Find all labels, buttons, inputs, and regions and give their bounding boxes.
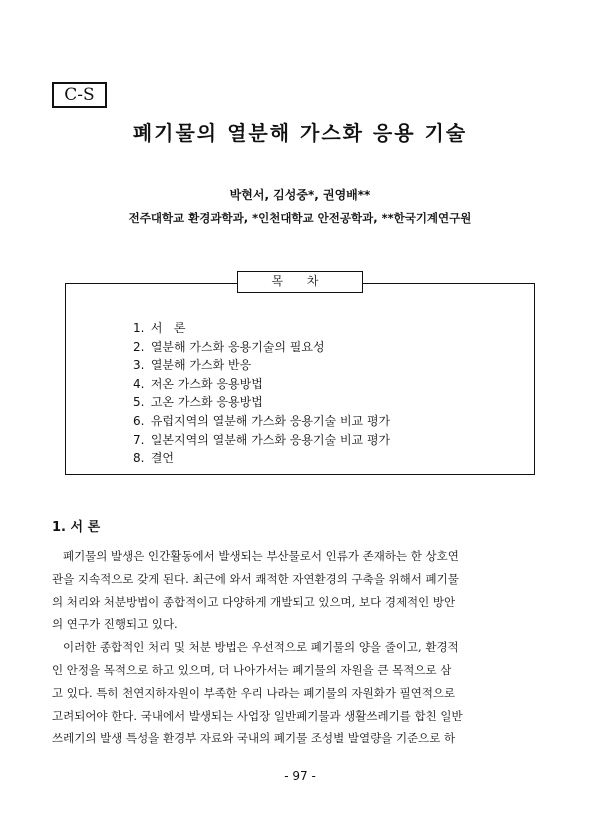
toc-item-label: 서 론 <box>150 321 186 335</box>
toc-item <box>133 431 390 450</box>
body-text-line: 이러한 종합적인 처리 및 처분 방법은 우선적으로 폐기물의 양을 줄이고, 환경적 <box>52 640 459 655</box>
body-text-line: 관을 지속적으로 갖게 된다. 최근에 와서 쾌적한 자연환경의 구축을 위해서 폐기물 <box>52 571 459 586</box>
toc-heading: 목 차 <box>237 271 363 293</box>
body-text-line: 고 있다. 특히 천연지하자원이 부족한 우리 나라는 폐기물의 자원화가 필연적으로 <box>52 685 456 700</box>
toc-item-number: 8. <box>133 451 145 466</box>
paper-title: 폐기물의 열분해 가스화 응용 기술 <box>132 121 468 145</box>
toc-item-label: 결언 <box>150 451 175 466</box>
toc-item-number: 6. <box>133 413 145 428</box>
toc-item-label: 저온 가스화 응용방법 <box>150 376 263 391</box>
toc-item <box>133 319 390 338</box>
affiliation-list: 전주대학교 환경과학과, *인천대학교 안전공학과, **한국기계연구원 <box>128 211 472 225</box>
toc-item <box>133 356 390 375</box>
toc-item <box>133 393 390 412</box>
toc-item-number: 2. <box>133 339 145 354</box>
toc-item-label: 열분해 가스화 반응 <box>150 358 252 373</box>
toc-item-number: 4. <box>133 376 145 391</box>
toc-item <box>133 375 390 394</box>
page-number: - 97 - <box>284 769 316 783</box>
body-text-line: 폐기물의 발생은 인간활동에서 발생되는 부산물로서 인류가 존재하는 한 상호연 <box>52 549 459 563</box>
toc-item-label: 일본지역의 열분해 가스화 응용기술 비교 평가 <box>150 432 391 447</box>
toc-item-number: 1. <box>133 321 145 335</box>
toc-item <box>133 338 390 357</box>
paper-code-box <box>52 82 107 108</box>
section-heading: 1. 서 론 <box>52 520 101 535</box>
toc-item-number: 7. <box>133 432 145 447</box>
toc-item-number: 5. <box>133 395 145 410</box>
toc-item-label: 유럽지역의 열분해 가스화 응용기술 비교 평가 <box>150 413 391 428</box>
body-text-line: 의 처리와 처분방법이 종합적이고 다양하게 개발되고 있으며, 보다 경제적인 방안 <box>52 594 456 609</box>
author-list: 박현서, 김성중*, 권영배** <box>229 188 371 202</box>
paper-code: C-S <box>64 85 95 105</box>
toc-item <box>133 449 390 468</box>
toc-item-number: 3. <box>133 358 145 373</box>
toc-list <box>133 319 390 468</box>
body-text-line: 인 안정을 목적으로 하고 있으며, 더 나아가서는 폐기물의 자원을 큰 목적으로 삼 <box>52 662 452 677</box>
body-text-line: 의 연구가 진행되고 있다. <box>52 617 178 632</box>
toc-item-label: 열분해 가스화 응용기술의 필요성 <box>150 339 325 354</box>
body-text-line: 고려되어야 한다. 국내에서 발생되는 사업장 일반폐기물과 생활쓰레기를 합친 일반 <box>52 708 463 723</box>
toc-item-label: 고온 가스화 응용방법 <box>150 395 263 410</box>
toc-item <box>133 412 390 431</box>
section-body <box>52 545 547 750</box>
body-text-line: 쓰레기의 발생 특성을 환경부 자료와 국내의 폐기물 조성별 발열량을 기준으로 하 <box>52 731 456 746</box>
